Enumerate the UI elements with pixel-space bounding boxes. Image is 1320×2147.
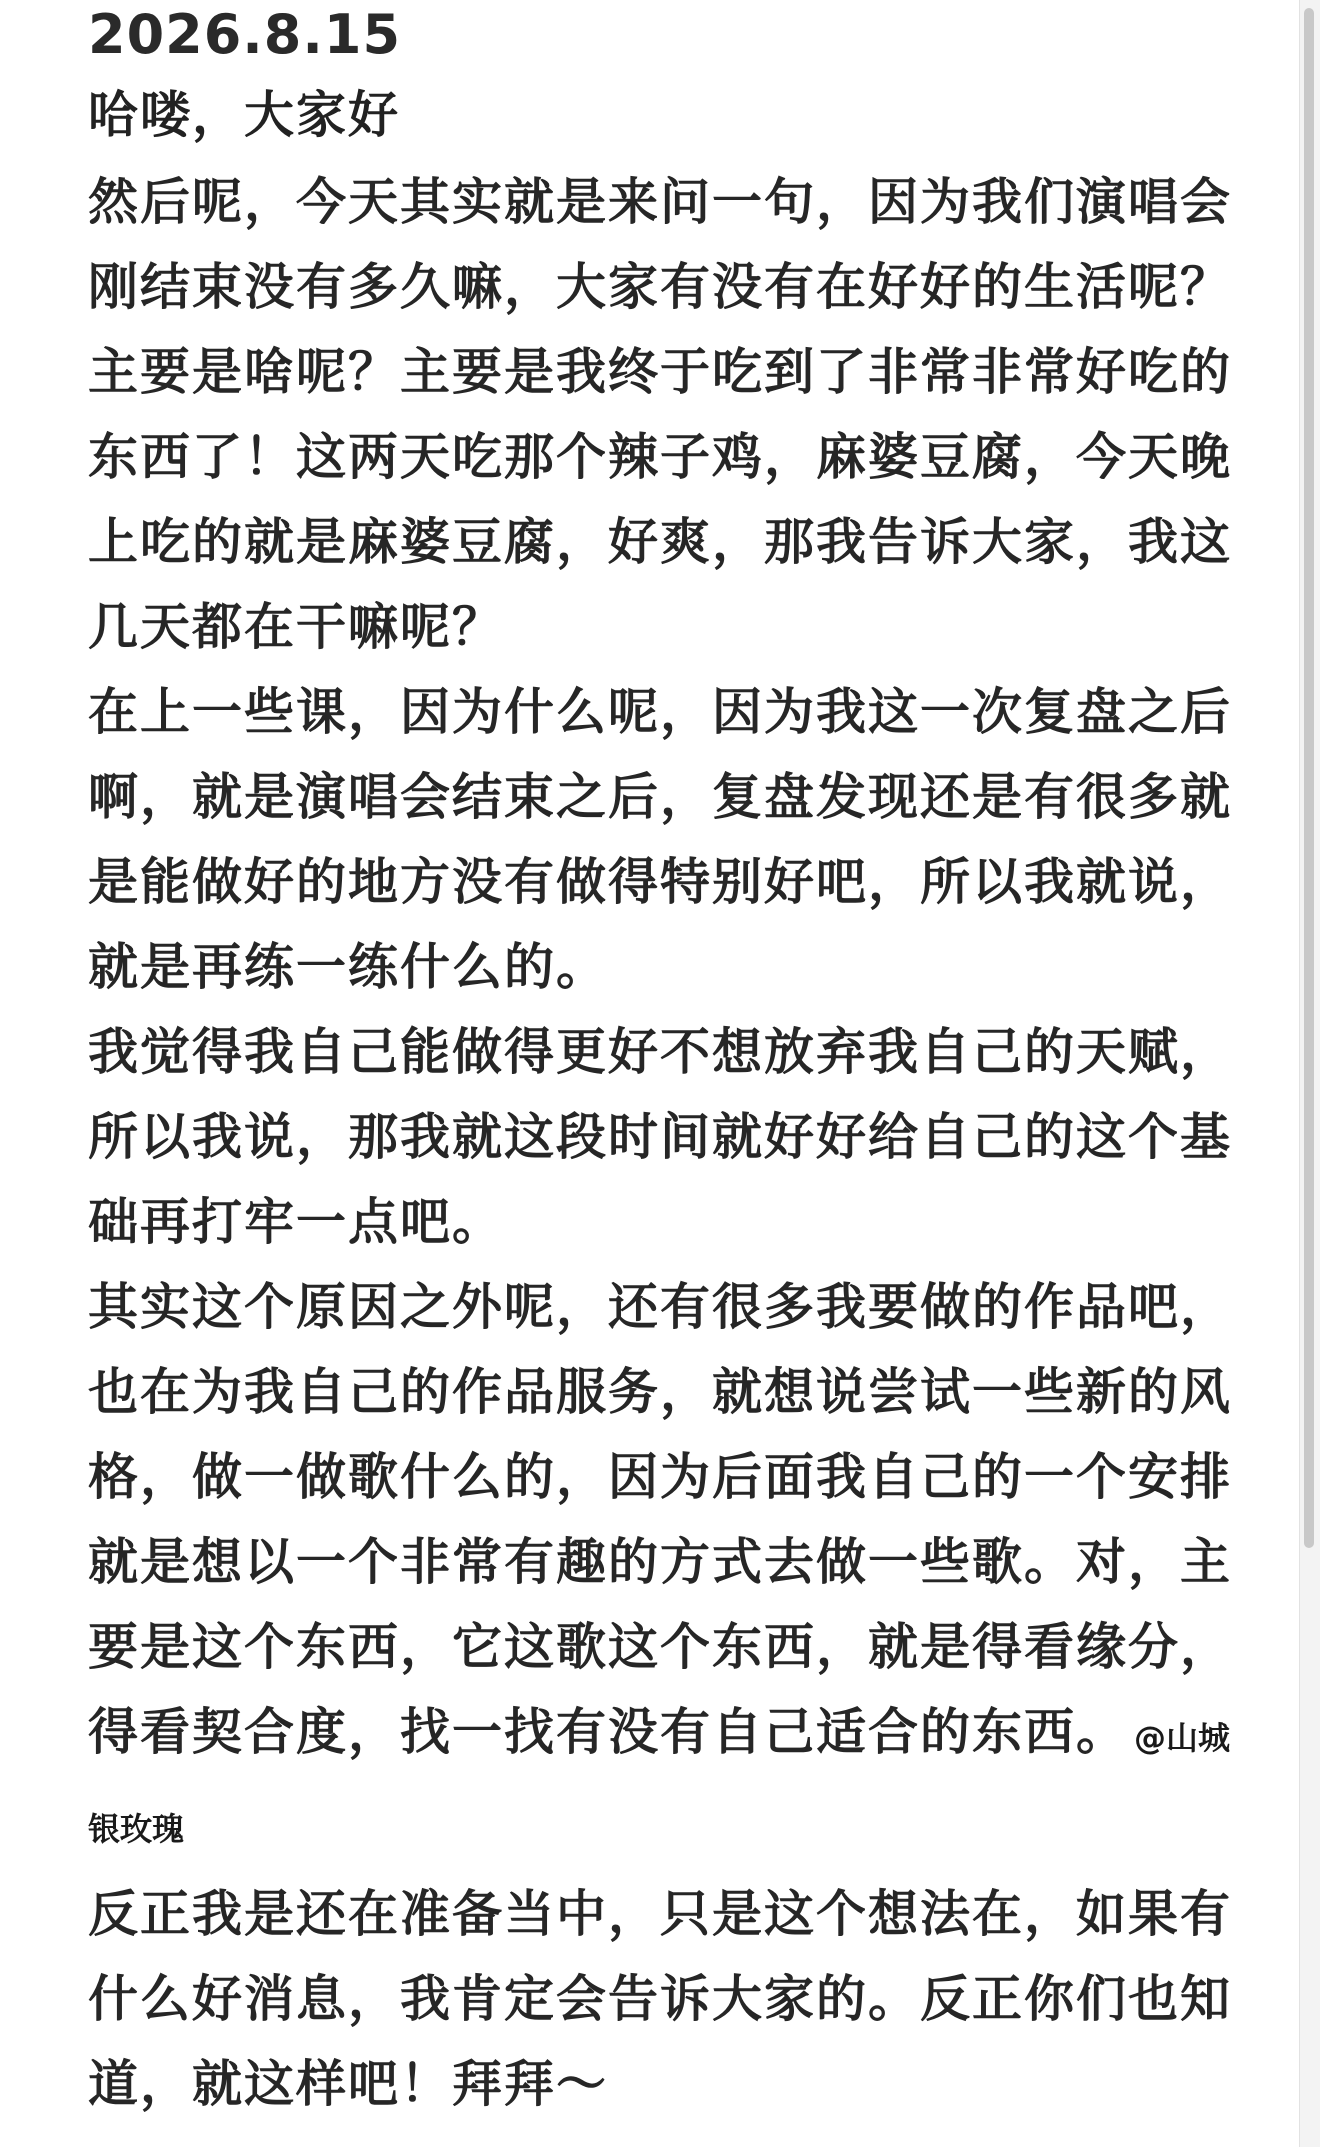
note-date: 2026.8.15 bbox=[88, 3, 402, 66]
note-paragraph-text: 其实这个原因之外呢，还有很多我要做的作品吧，也在为我自己的作品服务，就想说尝试一些新的风格，做一做歌什么的，因为后面我自己的一个安排就是想以一个非常有趣的方式去做一些歌。对，主要是这个东西，它这歌这个东西，就是得看缘分，得看契合度，找一找有没有自己适合的东西。 bbox=[88, 1278, 1232, 1761]
note-paragraph: 在上一些课，因为什么呢，因为我这一次复盘之后啊，就是演唱会结束之后，复盘发现还是有很多就是能做好的地方没有做得特别好吧，所以我就说，就是再练一练什么的。 bbox=[88, 683, 1232, 996]
note-greeting: 哈喽，大家好 bbox=[88, 86, 400, 144]
note-content bbox=[88, 0, 1238, 2127]
note-paragraph: 然后呢，今天其实就是来问一句，因为我们演唱会刚结束没有多久嘛，大家有没有在好好的生活呢？主要是啥呢？主要是我终于吃到了非常非常好吃的东西了！这两天吃那个辣子鸡，麻婆豆腐，今天晚上吃的就是麻婆豆腐，好爽，那我告诉大家，我这几天都在干嘛呢？ bbox=[88, 173, 1232, 656]
note-paragraph: 反正我是还在准备当中，只是这个想法在，如果有什么好消息，我肯定会告诉大家的。反正你们也知道，就这样吧！拜拜～ bbox=[88, 1885, 1232, 2113]
note-paragraph-with-watermark bbox=[88, 1265, 1238, 1872]
note-paragraph: 我觉得我自己能做得更好不想放弃我自己的天赋，所以我说，那我就这段时间就好好给自己的这个基础再打牢一点吧。 bbox=[88, 1023, 1232, 1251]
vertical-scrollbar[interactable] bbox=[1299, 0, 1320, 2147]
scrollbar-thumb[interactable] bbox=[1304, 8, 1314, 1548]
watermark-handle: @山城银玫瑰 bbox=[88, 1719, 1231, 1848]
